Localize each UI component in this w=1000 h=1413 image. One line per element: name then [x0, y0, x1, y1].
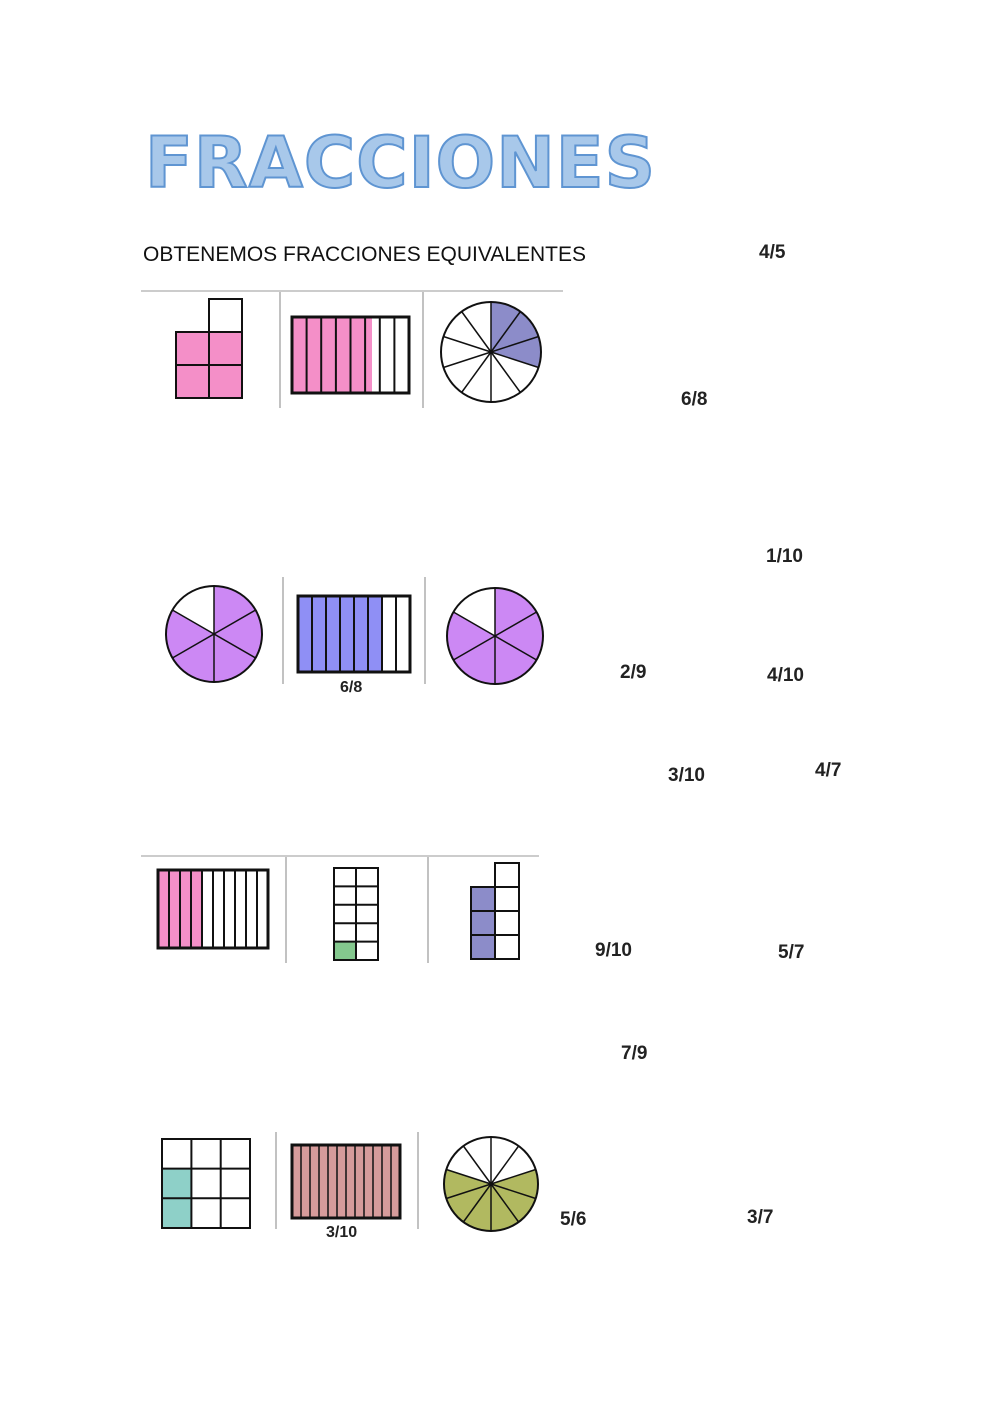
page-title: FRACCIONES: [145, 122, 657, 204]
answer-fraction[interactable]: 3/7: [747, 1207, 774, 1228]
answer-fraction[interactable]: 1/10: [766, 546, 803, 567]
fraction-figures-row-3: [141, 855, 539, 965]
answer-fraction[interactable]: 6/8: [681, 389, 708, 410]
square-stack-figure: [471, 863, 519, 959]
bar-figure: [292, 317, 409, 393]
square-stack-figure: [176, 299, 242, 398]
grid-figure: [334, 868, 378, 960]
bar-figure: [158, 870, 268, 948]
answer-fraction[interactable]: 4/7: [815, 760, 842, 781]
answer-fraction[interactable]: 5/7: [778, 942, 805, 963]
answer-fraction[interactable]: 4/10: [767, 665, 804, 686]
answer-fraction[interactable]: 5/6: [560, 1209, 587, 1230]
cropped-fraction-label: 3/10: [326, 1224, 358, 1241]
circle-figure: [447, 588, 543, 684]
answer-fraction[interactable]: 2/9: [620, 662, 647, 683]
answer-fraction[interactable]: 4/5: [759, 242, 786, 263]
instruction-text: OBTENEMOS FRACCIONES EQUIVALENTES: [143, 243, 587, 266]
circle-figure: [444, 1137, 538, 1231]
circle-figure: [441, 302, 541, 402]
grid-figure: [162, 1139, 250, 1228]
fraction-figures-row-1: [141, 290, 563, 410]
cropped-fraction-label: 6/8: [340, 679, 363, 696]
answer-fraction[interactable]: 7/9: [621, 1043, 648, 1064]
answer-fraction[interactable]: 9/10: [595, 940, 632, 961]
bar-figure: [292, 1145, 400, 1218]
circle-figure: [166, 586, 262, 682]
answer-fraction[interactable]: 3/10: [668, 765, 705, 786]
bar-figure: [298, 596, 410, 672]
